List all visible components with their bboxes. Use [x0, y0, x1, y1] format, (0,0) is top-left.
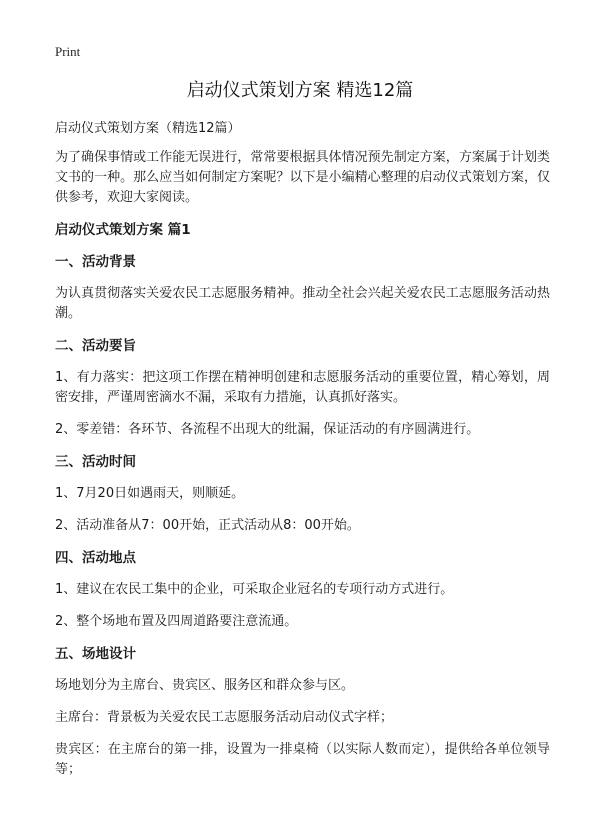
document-title: 启动仪式策划方案 精选12篇 — [186, 80, 414, 101]
section-paragraph: 贵宾区：在主席台的第一排，设置为一排桌椅（以实际人数而定），提供给各单位领导等； — [55, 742, 550, 777]
section-heading-venue-design: 五、场地设计 — [55, 646, 136, 662]
section-heading-location: 四、活动地点 — [55, 550, 136, 566]
intro-paragraph: 为了确保事情或工作能无误进行，常常要根据具体情况预先制定方案，方案属于计划类文书的一种。那么应当如何制定方案呢？以下是小编精心整理的启动仪式策划方案，仅供参考，欢迎大家阅读。 — [55, 150, 550, 205]
section-heading-purpose: 二、活动要旨 — [55, 338, 136, 354]
section-paragraph: 场地划分为主席台、贵宾区、服务区和群众参与区。 — [55, 678, 355, 693]
section-paragraph: 为认真贯彻落实关爱农民工志愿服务精神。推动全社会兴起关爱农民工志愿服务活动热潮。 — [55, 286, 550, 321]
section-paragraph: 2、整个场地布置及四周道路要注意流通。 — [55, 614, 298, 629]
section-paragraph: 1、7月20日如遇雨天，则顺延。 — [55, 486, 245, 501]
print-link[interactable]: Print — [55, 44, 81, 59]
part-heading: 启动仪式策划方案 篇1 — [55, 222, 191, 238]
section-paragraph: 1、有力落实：把这项工作摆在精神明创建和志愿服务活动的重要位置，精心筹划，周密安排，严谨周密滴水不漏，采取有力措施，认真抓好落实。 — [55, 370, 550, 405]
section-paragraph: 1、建议在农民工集中的企业，可采取企业冠名的专项行动方式进行。 — [55, 582, 454, 597]
section-paragraph: 2、零差错：各环节、各流程不出现大的纰漏，保证活动的有序圆满进行。 — [55, 422, 480, 437]
document-subtitle: 启动仪式策划方案（精选12篇） — [55, 121, 241, 136]
document-body — [55, 120, 550, 792]
section-heading-time: 三、活动时间 — [55, 454, 136, 470]
section-paragraph: 主席台：背景板为关爱农民工志愿服务活动启动仪式字样； — [55, 710, 394, 725]
section-paragraph: 2、活动准备从7：00开始，正式活动从8：00开始。 — [55, 518, 360, 533]
section-heading-background: 一、活动背景 — [55, 254, 136, 270]
